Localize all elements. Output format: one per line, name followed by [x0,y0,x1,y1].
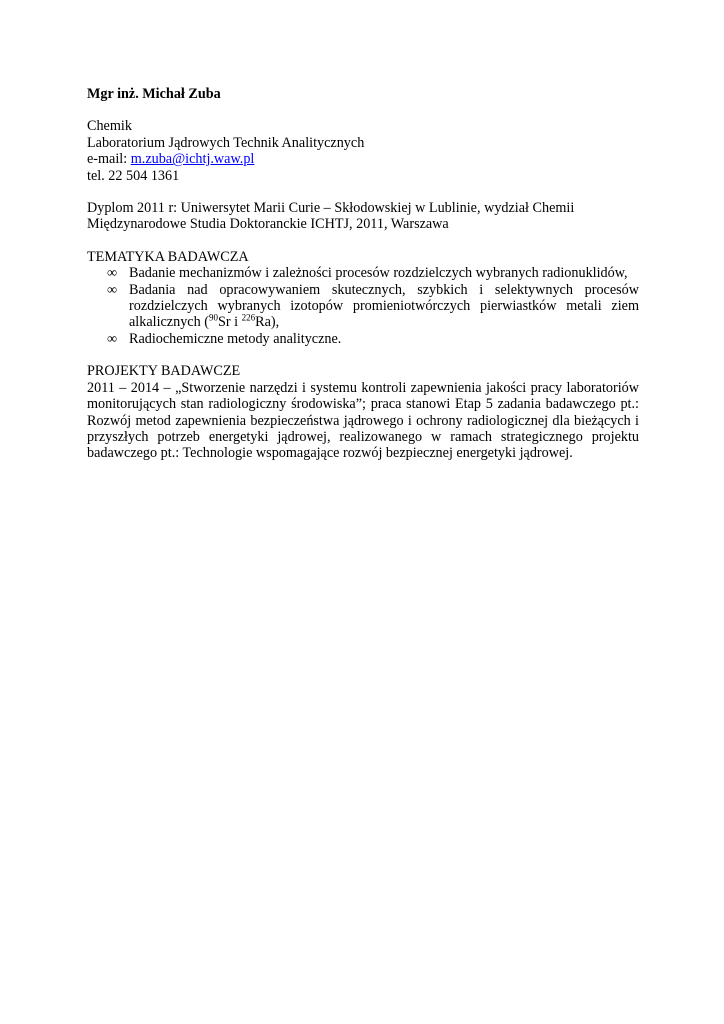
contact-block [87,118,639,184]
topic-text: Badanie mechanizmów i zależności procesów rozdzielczych wybranych radionuklidów, [129,265,628,282]
email-link[interactable]: m.zuba@ichtj.waw.pl [130,151,255,168]
list-item [87,282,639,331]
person-name: Mgr inż. Michał Zuba [87,86,221,102]
list-item [87,331,639,347]
infinity-bullet-icon: ∞ [107,265,118,282]
research-topics-list [87,265,639,347]
lab-name: Laboratorium Jądrowych Technik Analitycznych [87,134,365,151]
isotope-mass-ra: 226 [241,312,256,323]
projects-text: 2011 – 2014 – „Stworzenie narzędzi i systemu kontroli zapewnienia jakości pracy laboratoriów monitorujących stan radiologiczny środowiska”; praca stanowi Etap 5 zadania badawczego pt.: Rozwój metod zapewnienia bezpieczeństwa jądrowego i ochrony radiologicznej dla bieżących i przyszłych potrzeb energetyki jądrowej, realizowanego w ramach strategicznego projektu badawczego pt.: Technologie wspomagające rozwój bezpiecznej energetyki jądrowej. [87,379,639,462]
isotope-symbol-ra: Ra), [255,314,280,331]
email-line [87,151,639,167]
document-page [87,86,639,462]
research-topics-title: TEMATYKA BADAWCZA [87,248,249,265]
list-item [87,265,639,281]
infinity-bullet-icon: ∞ [107,281,118,298]
position-title: Chemik [87,118,132,135]
topic-text: Radiochemiczne metody analityczne. [129,330,342,347]
isotope-symbol-sr: Sr i [217,314,242,331]
email-label: e-mail: [87,151,131,168]
infinity-bullet-icon: ∞ [107,330,118,347]
doctoral-line: Międzynarodowe Studia Doktoranckie ICHTJ, 2011, Warszawa [87,216,449,233]
diploma-line: Dyplom 2011 r: Uniwersytet Marii Curie – Skłodowskiej w Lublinie, wydział Chemii [87,200,575,217]
phone-number: tel. 22 504 1361 [87,167,180,184]
topic-text: Badania nad opracowywaniem skutecznych, szybkich i selektywnych procesów rozdzielczych wybranych izotopów promieniotwórczych pierwiastków metali ziem alkalicznych ( [129,281,639,331]
projects-title: PROJEKTY BADAWCZE [87,363,241,380]
isotope-mass-sr: 90 [208,312,218,323]
education-block [87,200,639,233]
